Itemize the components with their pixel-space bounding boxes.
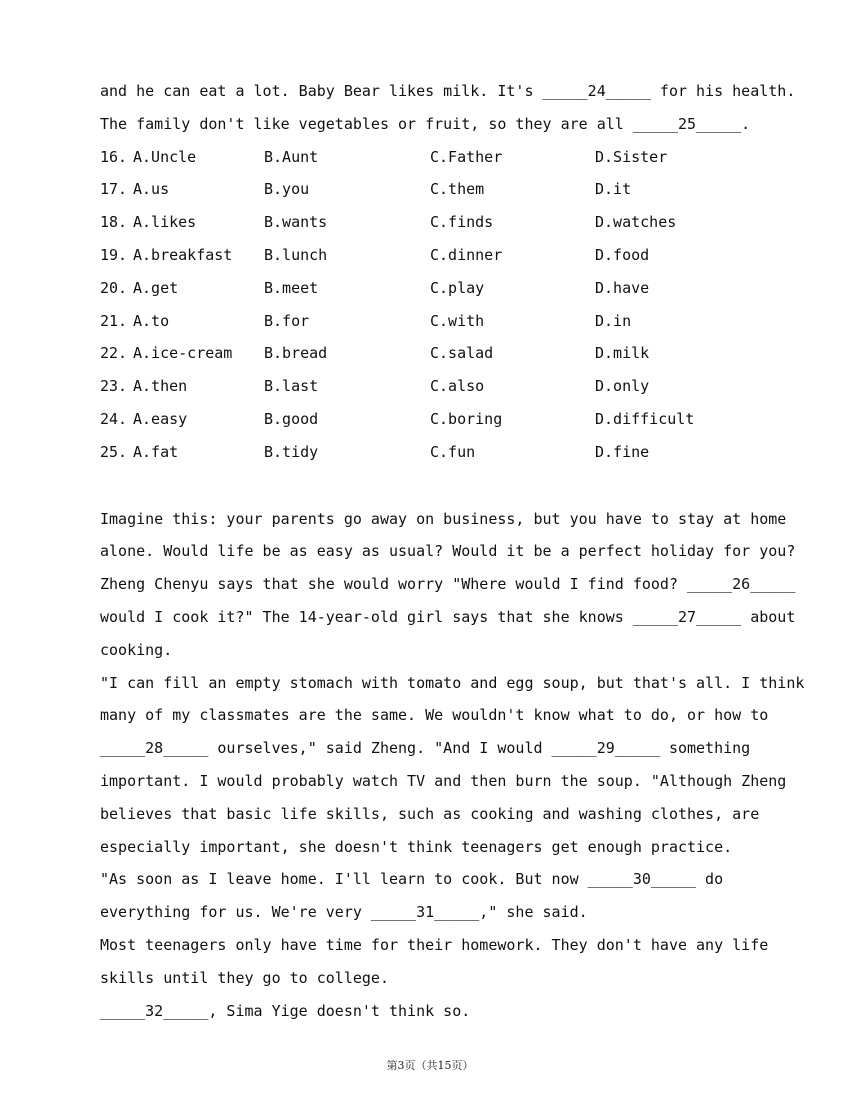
question-number: 19. xyxy=(100,245,128,264)
option-c: C.salad xyxy=(430,344,494,363)
question-number: 22. xyxy=(100,344,128,363)
option-a: A.us xyxy=(133,180,170,199)
option-a: A.fat xyxy=(133,442,179,461)
text-line: _____28_____ ourselves," said Zheng. "And I would _____29_____ something xyxy=(100,739,751,758)
question-row xyxy=(100,206,780,239)
question-row xyxy=(100,239,780,272)
option-a: A.then xyxy=(133,377,188,396)
option-b: B.bread xyxy=(264,344,328,363)
option-a: A.easy xyxy=(133,409,188,428)
page-content xyxy=(100,75,805,1027)
option-a: A.get xyxy=(133,278,179,297)
question-number: 24. xyxy=(100,409,128,428)
text-line: Imagine this: your parents go away on business, but you have to stay at home xyxy=(100,509,787,528)
section-gap xyxy=(100,469,780,503)
answer-options xyxy=(100,141,780,469)
option-c: C.play xyxy=(430,278,485,297)
option-c: C.with xyxy=(430,311,485,330)
option-b: B.Aunt xyxy=(264,147,319,166)
text-line: cooking. xyxy=(100,640,173,659)
passage-2 xyxy=(100,503,805,1028)
text-line: "I can fill an empty stomach with tomato and egg soup, but that's all. I think xyxy=(100,673,805,692)
option-b: B.you xyxy=(264,180,310,199)
option-c: C.Father xyxy=(430,147,503,166)
text-line: skills until they go to college. xyxy=(100,968,389,987)
question-number: 18. xyxy=(100,213,128,232)
question-row xyxy=(100,272,780,305)
text-line: would I cook it?" The 14-year-old girl says that she knows _____27_____ about xyxy=(100,607,796,626)
question-row xyxy=(100,436,780,469)
text-line: important. I would probably watch TV and then burn the soup. "Although Zheng xyxy=(100,771,787,790)
text-line: _____32_____, Sima Yige doesn't think so. xyxy=(100,1001,471,1020)
text-line: many of my classmates are the same. We wouldn't know what to do, or how to xyxy=(100,706,769,725)
option-d: D.Sister xyxy=(595,147,668,166)
option-d: D.have xyxy=(595,278,650,297)
question-row xyxy=(100,403,780,436)
question-number: 20. xyxy=(100,278,128,297)
option-b: B.last xyxy=(264,377,319,396)
text-line: alone. Would life be as easy as usual? Would it be a perfect holiday for you? xyxy=(100,542,796,561)
option-d: D.milk xyxy=(595,344,650,363)
option-c: C.also xyxy=(430,377,485,396)
option-d: D.it xyxy=(595,180,632,199)
text-line: believes that basic life skills, such as cooking and washing clothes, are xyxy=(100,804,760,823)
option-d: D.difficult xyxy=(595,409,695,428)
question-row xyxy=(100,337,780,370)
question-number: 25. xyxy=(100,442,128,461)
option-a: A.likes xyxy=(133,213,197,232)
question-row xyxy=(100,370,780,403)
option-d: D.only xyxy=(595,377,650,396)
option-d: D.in xyxy=(595,311,632,330)
question-number: 21. xyxy=(100,311,128,330)
question-number: 16. xyxy=(100,147,128,166)
option-b: B.good xyxy=(264,409,319,428)
option-c: C.dinner xyxy=(430,245,503,264)
option-b: B.meet xyxy=(264,278,319,297)
option-c: C.boring xyxy=(430,409,503,428)
question-row xyxy=(100,141,780,174)
option-c: C.fun xyxy=(430,442,476,461)
question-number: 23. xyxy=(100,377,128,396)
option-b: B.wants xyxy=(264,213,328,232)
option-d: D.watches xyxy=(595,213,677,232)
option-a: A.breakfast xyxy=(133,245,233,264)
text-line: and he can eat a lot. Baby Bear likes milk. It's _____24_____ for his health. xyxy=(100,82,796,100)
question-row xyxy=(100,173,780,206)
option-c: C.finds xyxy=(430,213,494,232)
text-line: Zheng Chenyu says that she would worry "Where would I find food? _____26_____ xyxy=(100,575,796,594)
option-b: B.lunch xyxy=(264,245,328,264)
option-a: A.ice-cream xyxy=(133,344,233,363)
text-line: everything for us. We're very _____31_____," she said. xyxy=(100,903,588,922)
question-row xyxy=(100,305,780,338)
passage-1-tail xyxy=(100,75,796,141)
option-c: C.them xyxy=(430,180,485,199)
option-a: A.Uncle xyxy=(133,147,197,166)
option-b: B.tidy xyxy=(264,442,319,461)
option-b: B.for xyxy=(264,311,310,330)
text-line: "As soon as I leave home. I'll learn to cook. But now _____30_____ do xyxy=(100,870,724,889)
question-number: 17. xyxy=(100,180,128,199)
option-a: A.to xyxy=(133,311,170,330)
page-footer: 第3页（共15页） xyxy=(386,1059,474,1072)
option-d: D.fine xyxy=(595,442,650,461)
option-d: D.food xyxy=(595,245,650,264)
text-line: Most teenagers only have time for their homework. They don't have any life xyxy=(100,935,769,954)
text-line: especially important, she doesn't think teenagers get enough practice. xyxy=(100,837,733,856)
text-line: The family don't like vegetables or fruit, so they are all _____25_____. xyxy=(100,114,751,133)
